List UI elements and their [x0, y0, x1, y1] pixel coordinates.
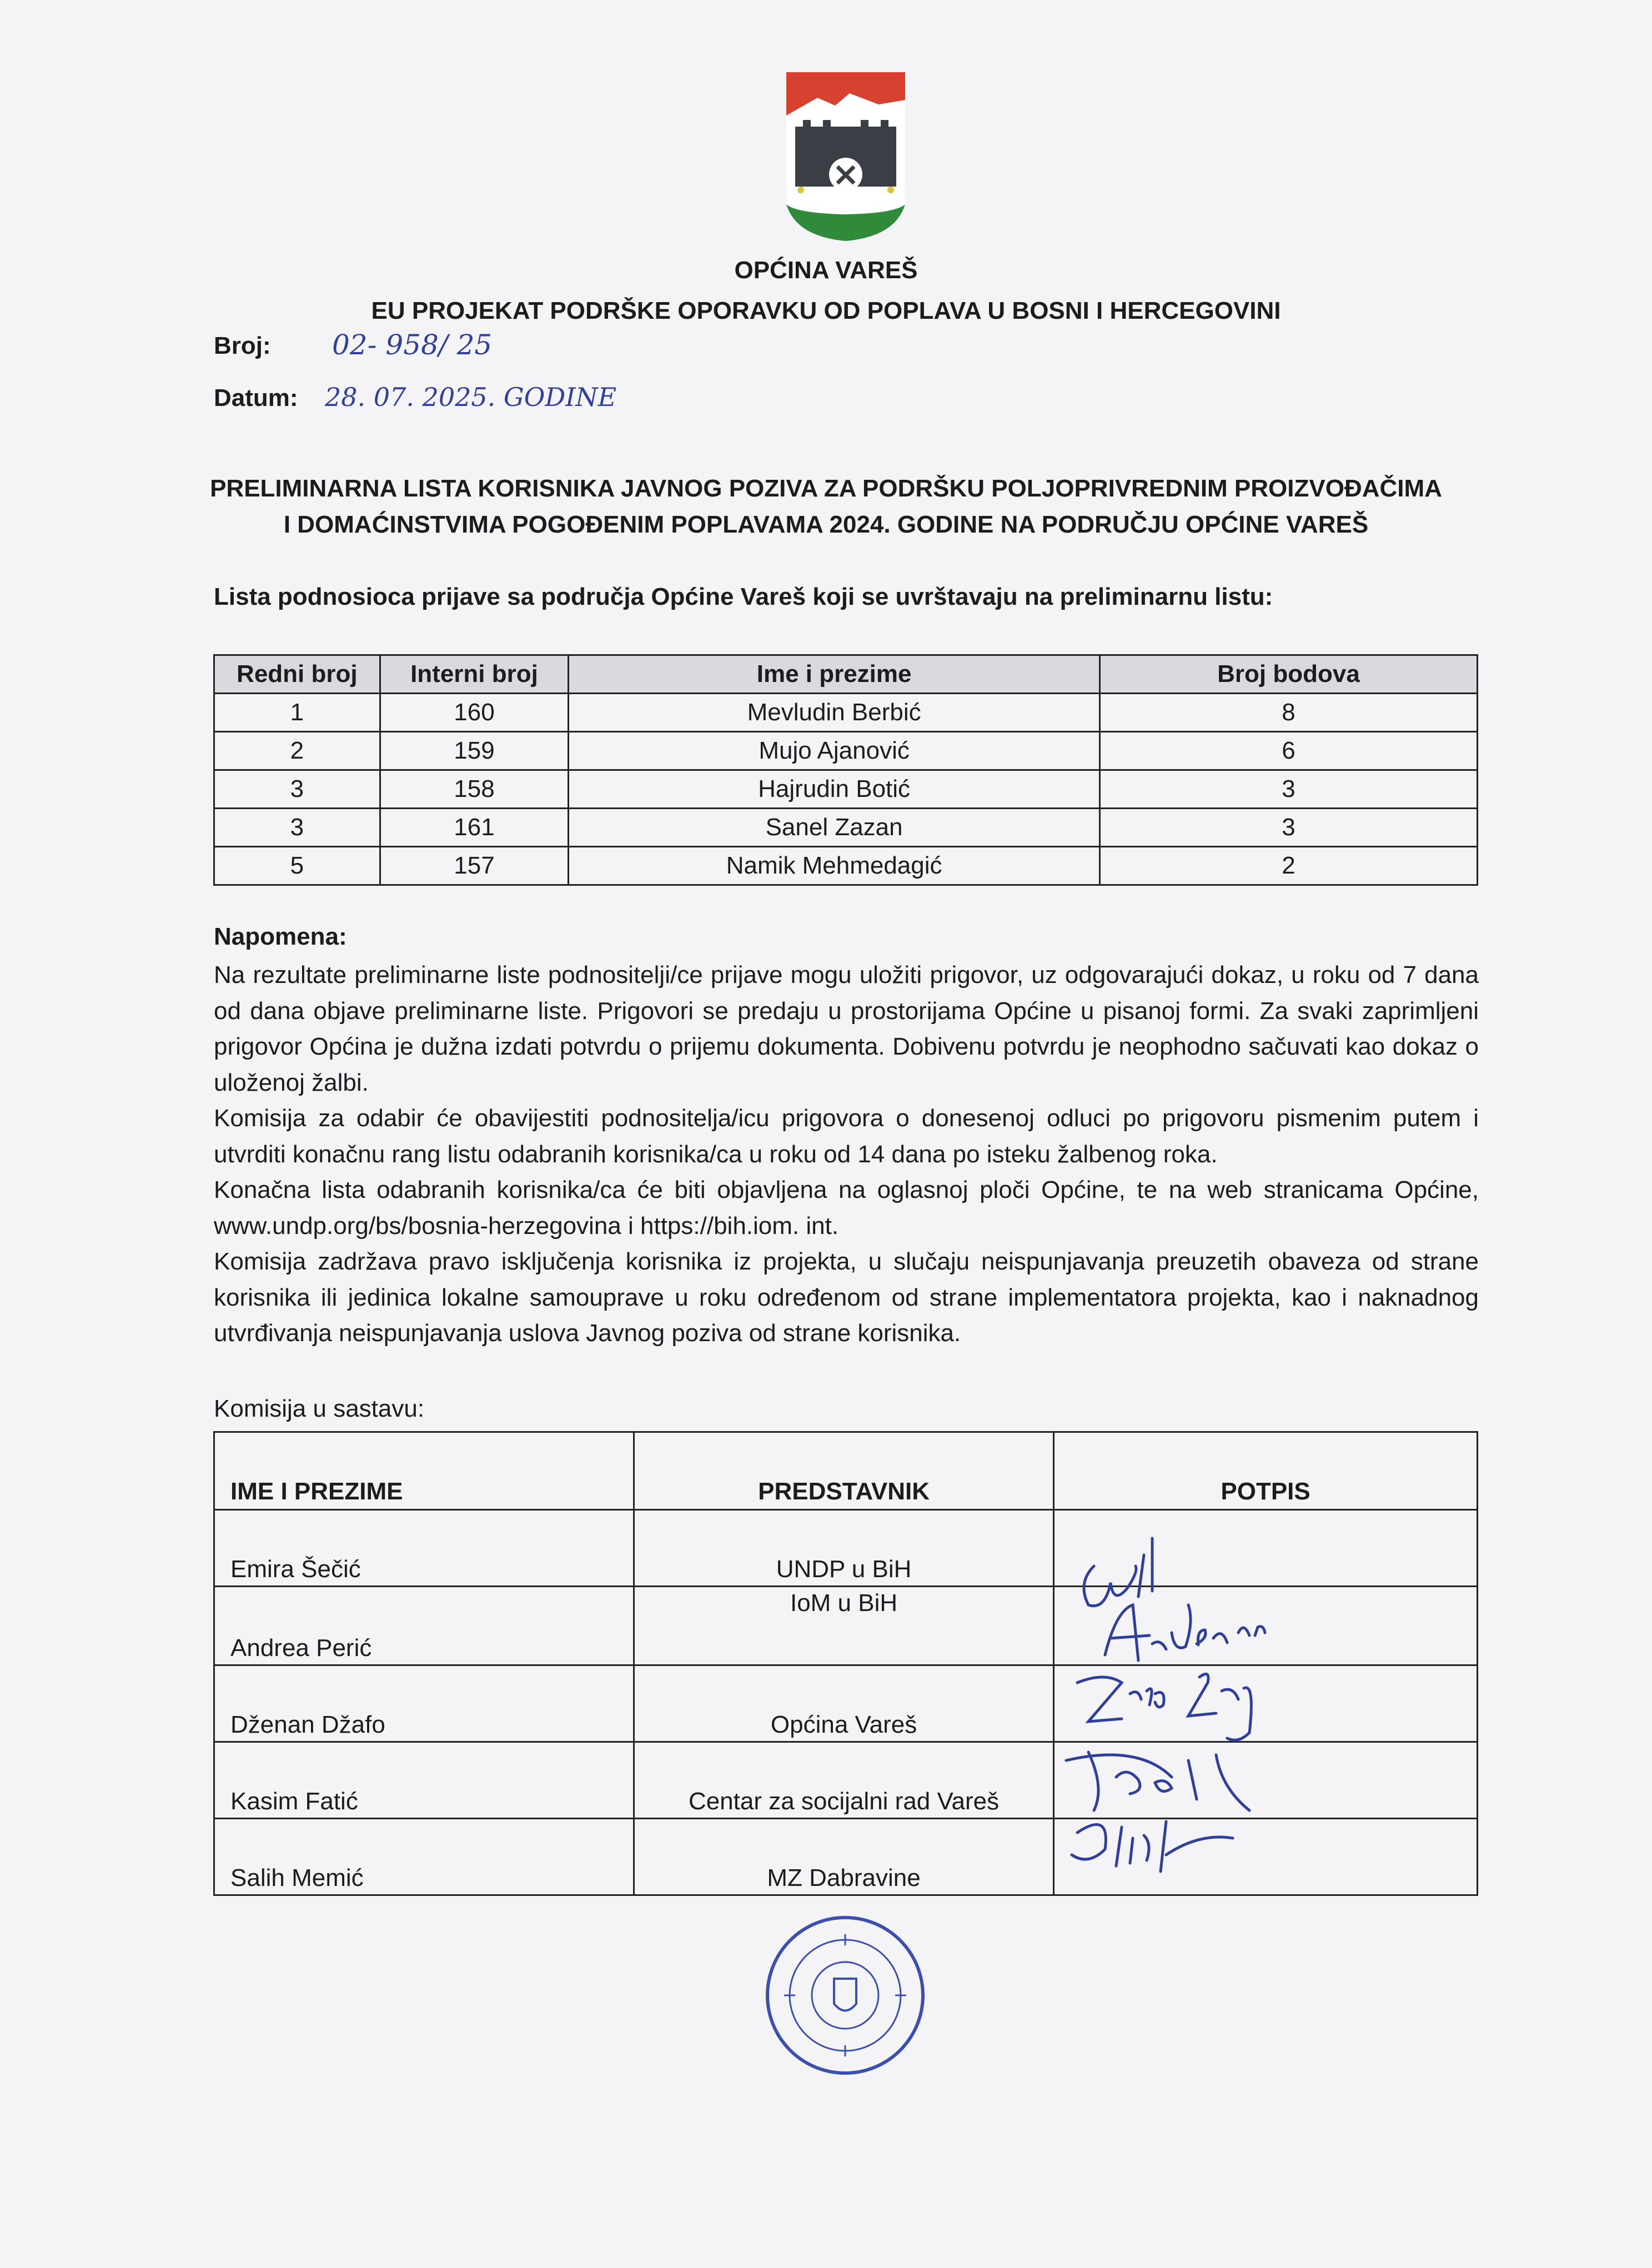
- list-intro: Lista podnosioca prijave sa područja Općine Vareš koji se uvrštavaju na preliminarnu listu:: [214, 583, 1273, 610]
- col-header-predstavnik: PREDSTAVNIK: [634, 1432, 1053, 1510]
- committee-header-row: [214, 1432, 1478, 1510]
- member-representative: UNDP u BiH: [634, 1510, 1053, 1587]
- member-name: Andrea Perić: [214, 1587, 634, 1665]
- member-representative: Općina Vareš: [634, 1665, 1053, 1742]
- municipality-crest-logo: [784, 71, 907, 242]
- cell-ime-prezime: Mevludin Berbić: [569, 694, 1100, 732]
- col-header-broj-bodova: Broj bodova: [1099, 655, 1477, 694]
- committee-title: Komisija u sastavu:: [214, 1395, 425, 1422]
- col-header-redni-broj: Redni broj: [214, 655, 380, 694]
- cell-redni-broj: 2: [214, 732, 380, 770]
- cell-interni-broj: 161: [380, 809, 569, 847]
- cell-ime-prezime: Mujo Ajanović: [569, 732, 1100, 770]
- member-name: Salih Memić: [214, 1819, 634, 1895]
- cell-interni-broj: 157: [380, 847, 569, 885]
- table-row: [214, 770, 1478, 809]
- cell-interni-broj: 158: [380, 770, 569, 809]
- municipality-name: OPĆINA VAREŠ: [734, 257, 918, 284]
- cell-ime-prezime: Sanel Zazan: [569, 809, 1100, 847]
- member-name: Emira Šečić: [214, 1510, 634, 1587]
- signature-emira-secic: [1084, 1538, 1152, 1606]
- note-title: Napomena:: [214, 923, 347, 950]
- document-title-line2: I DOMAĆINSTVIMA POGOĐENIM POPLAVAMA 2024. GODINE NA PODRUČJU OPĆINE VAREŠ: [283, 511, 1369, 538]
- note-paragraph: Komisija za odabir će obavijestiti podnositelja/icu prigovora o donesenoj odluci po prigovoru pismenim putem i utvrditi konačnu rang listu odabranih korisnika/ca u roku od 14 dana po isteku žalbenog roka.: [214, 1105, 1479, 1168]
- signature-kasim-fatic: [1066, 1752, 1249, 1810]
- broj-value: 02- 958/ 25: [332, 329, 493, 361]
- table-row: [214, 732, 1478, 770]
- cell-ime-prezime: Namik Mehmedagić: [569, 847, 1100, 885]
- member-name: Kasim Fatić: [214, 1742, 634, 1819]
- col-header-potpis: POTPIS: [1054, 1432, 1478, 1510]
- signature-dzenan-dzafo: [1077, 1674, 1251, 1740]
- table-header-row: [214, 655, 1478, 694]
- signatures-drawing: [1055, 1499, 1410, 1888]
- datum-value: 28. 07. 2025. GODINE: [325, 382, 617, 412]
- cell-broj-bodova: 2: [1099, 847, 1477, 885]
- project-name: EU PROJEKAT PODRŠKE OPORAVKU OD POPLAVA U BOSNI I HERCEGOVINI: [371, 297, 1281, 324]
- note-paragraph: Komisija zadržava pravo isključenja korisnika iz projekta, u slučaju neispunjavanja preuzetih obaveza od strane korisnika ili jedinica lokalne samouprave u roku određenom od strane implementatora projekta, kao i naknadnog utvrđivanja neispunjavanja uslova Javnog poziva od strane korisnika.: [214, 1248, 1479, 1347]
- note-paragraph: Na rezultate preliminarne liste podnositelji/ce prijave mogu uložiti prigovor, uz odgovarajući dokaz, u roku od 7 dana od dana objave preliminarne liste. Prigovori se predaju u prostorijama Općine u pisanoj formi. Za svaki zaprimljeni prigovor Općina je dužna izdati potvrdu o prijemu dokumenta. Dobivenu potvrdu je neophodno sačuvati kao dokaz o uloženoj žalbi.: [214, 961, 1479, 1096]
- document-title-line1: PRELIMINARNA LISTA KORISNIKA JAVNOG POZIVA ZA PODRŠKU POLJOPRIVREDNIM PROIZVOĐAČIMA: [210, 475, 1442, 502]
- col-header-ime-prezime: Ime i prezime: [569, 655, 1100, 694]
- table-row: [214, 694, 1478, 732]
- cell-redni-broj: 1: [214, 694, 380, 732]
- table-row: [214, 809, 1478, 847]
- member-representative: IoM u BiH: [634, 1587, 1053, 1665]
- official-stamp: [762, 1912, 928, 2079]
- cell-broj-bodova: 6: [1099, 732, 1477, 770]
- signature-andrea-peric: [1105, 1605, 1265, 1660]
- member-representative: MZ Dabravine: [634, 1819, 1053, 1895]
- col-header-ime-prezime: IME I PREZIME: [214, 1432, 634, 1510]
- cell-interni-broj: 160: [380, 694, 569, 732]
- cell-redni-broj: 3: [214, 770, 380, 809]
- broj-label: Broj:: [214, 332, 271, 359]
- cell-broj-bodova: 3: [1099, 809, 1477, 847]
- cell-broj-bodova: 8: [1099, 694, 1477, 732]
- member-name: Dženan Džafo: [214, 1665, 634, 1742]
- cell-ime-prezime: Hajrudin Botić: [569, 770, 1100, 809]
- signature-salih-memic: [1072, 1822, 1233, 1871]
- cell-redni-broj: 5: [214, 847, 380, 885]
- cell-interni-broj: 159: [380, 732, 569, 770]
- preliminary-list-table: [213, 654, 1478, 886]
- col-header-interni-broj: Interni broj: [380, 655, 569, 694]
- note-body: [214, 957, 1479, 1352]
- cell-redni-broj: 3: [214, 809, 380, 847]
- note-paragraph: Konačna lista odabranih korisnika/ca će biti objavljena na oglasnoj ploči Općine, te na web stranicama Općine, www.undp.org/bs/bosnia-herzegovina i https://bih.iom. int.: [214, 1176, 1479, 1240]
- table-row: [214, 847, 1478, 885]
- datum-label: Datum:: [214, 384, 298, 412]
- member-representative: Centar za socijalni rad Vareš: [634, 1742, 1053, 1819]
- cell-broj-bodova: 3: [1099, 770, 1477, 809]
